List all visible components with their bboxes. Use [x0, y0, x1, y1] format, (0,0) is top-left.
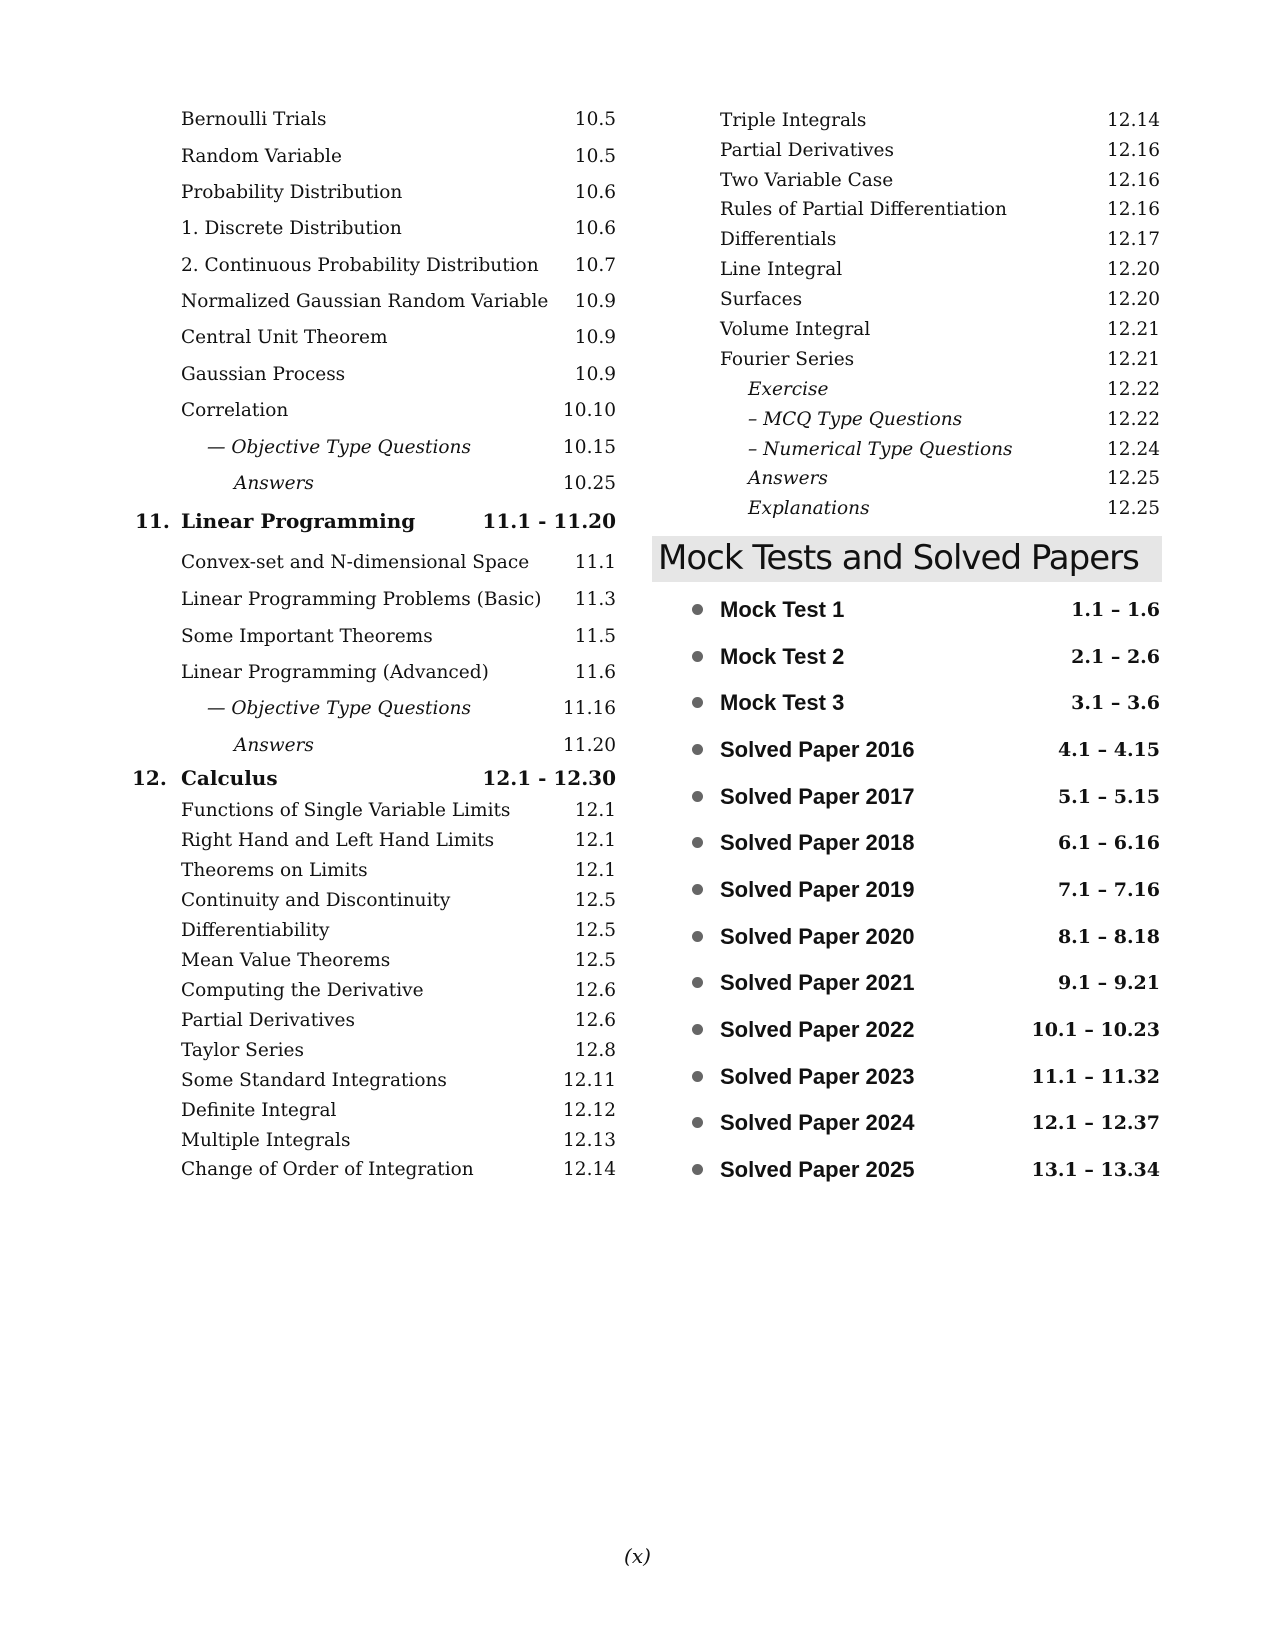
- mock-section-heading: Mock Tests and Solved Papers: [652, 536, 1162, 582]
- bullet-icon: [692, 604, 703, 615]
- mock-item: Solved Paper 2022 10.1 – 10.23: [680, 1015, 1160, 1045]
- mock-item: Solved Paper 2016 4.1 – 4.15: [680, 735, 1160, 765]
- bullet-icon: [692, 744, 703, 755]
- mock-item: Solved Paper 2021 9.1 – 9.21: [680, 968, 1160, 998]
- mock-item: Mock Test 1 1.1 – 1.6: [680, 595, 1160, 625]
- mock-item: Solved Paper 2019 7.1 – 7.16: [680, 875, 1160, 905]
- mock-item: Mock Test 2 2.1 – 2.6: [680, 642, 1160, 672]
- mock-item: Solved Paper 2023 11.1 – 11.32: [680, 1062, 1160, 1092]
- bullet-icon: [692, 1117, 703, 1128]
- bullet-icon: [692, 697, 703, 708]
- mock-item: Solved Paper 2024 12.1 – 12.37: [680, 1108, 1160, 1138]
- bullet-icon: [692, 977, 703, 988]
- mock-item: Mock Test 3 3.1 – 3.6: [680, 688, 1160, 718]
- page-number: (x): [624, 1544, 651, 1568]
- bullet-icon: [692, 884, 703, 895]
- bullet-icon: [692, 651, 703, 662]
- bullet-icon: [692, 1164, 703, 1175]
- mock-item: Solved Paper 2018 6.1 – 6.16: [680, 828, 1160, 858]
- bullet-icon: [692, 791, 703, 802]
- mock-item: Solved Paper 2020 8.1 – 8.18: [680, 922, 1160, 952]
- bullet-icon: [692, 931, 703, 942]
- bullet-icon: [692, 1071, 703, 1082]
- mock-item: Solved Paper 2017 5.1 – 5.15: [680, 782, 1160, 812]
- mock-item: Solved Paper 2025 13.1 – 13.34: [680, 1155, 1160, 1185]
- bullet-icon: [692, 837, 703, 848]
- bullet-icon: [692, 1024, 703, 1035]
